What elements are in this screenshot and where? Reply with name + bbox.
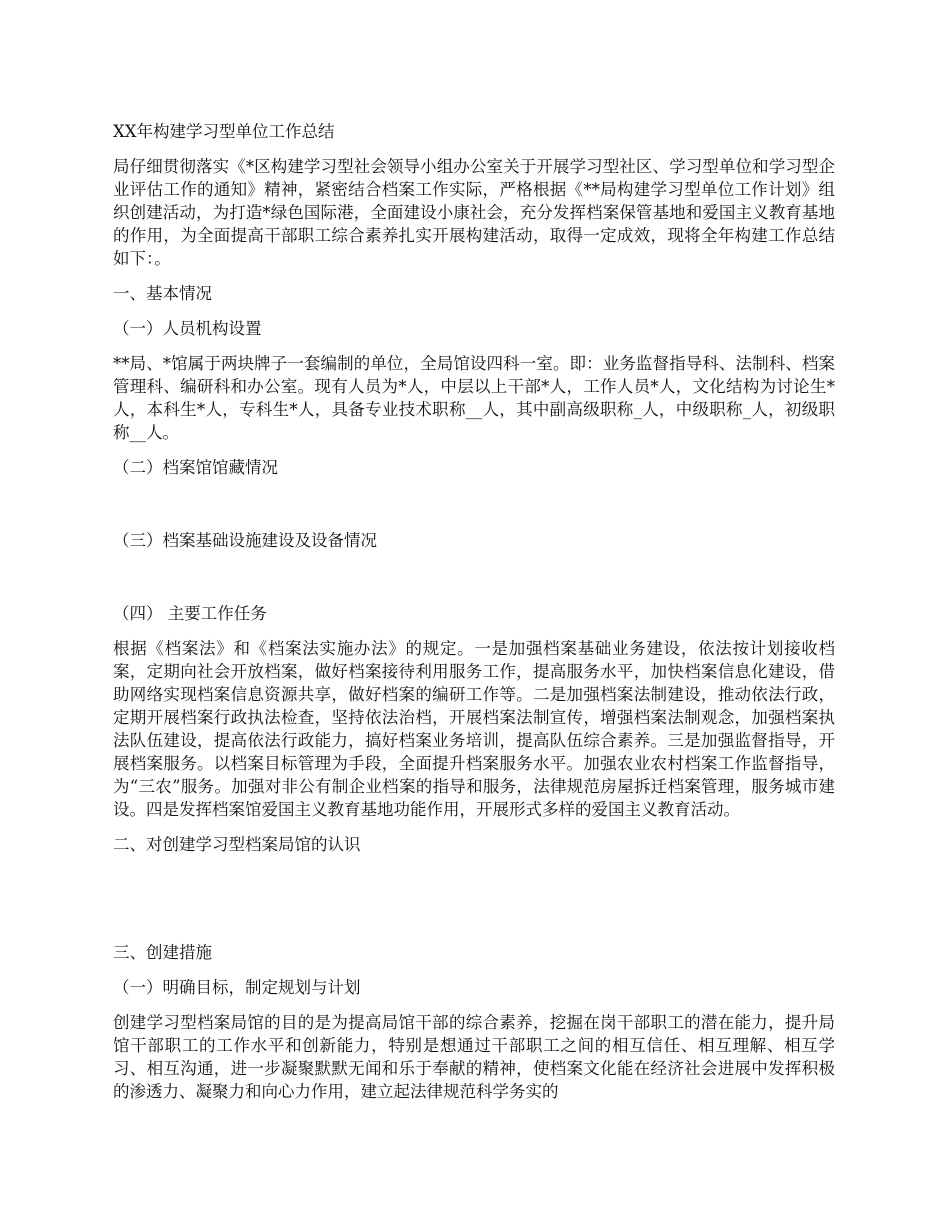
intro-paragraph: 局仔细贯彻落实《*区构建学习型社会领导小组办公室关于开展学习型社区、学习型单位和学习型企业评估工作的通知》精神，紧密结合档案工作实际，严格根据《**局构建学习型单位工作计划》组织创建活动，为打造*绿色国际港，全面建设小康社会，充分发挥档案保管基地和爱国主义教育基地的作用，为全面提高干部职工综合素养扎实开展构建活动，取得一定成效，现将全年构建工作总结如下：。 xyxy=(113,157,835,268)
section-1-1-heading: （一）人员机构设置 xyxy=(113,319,262,338)
section-1-heading: 一、基本情况 xyxy=(113,284,212,303)
blank-space xyxy=(113,491,835,529)
section-3-heading: 三、创建措施 xyxy=(113,943,212,962)
section-3-1-body: 创建学习型档案局馆的目的是为提高局馆干部的综合素养，挖掘在岗干部职工的潜在能力，提升局馆干部职工的工作水平和创新能力，特别是想通过干部职工之间的相互信任、相互理解、相互学习、相互沟通，进一步凝聚默默无闻和乐于奉献的精神，使档案文化能在经济社会进展中发挥积极的渗透力、凝聚力和向心力作用，建立起法律规范科学务实的 xyxy=(113,1013,835,1101)
section-1-2-heading: （二）档案馆馆藏情况 xyxy=(113,458,278,477)
section-3-1-heading: （一）明确目标，制定规划与计划 xyxy=(113,978,361,997)
section-1-3-heading: （三）档案基础设施建设及设备情况 xyxy=(113,531,377,550)
section-1-4-heading: （四） 主要工作任务 xyxy=(113,604,267,623)
section-1-1-body: **局、*馆属于两块牌子一套编制的单位，全局馆设四科一室。即：业务监督指导科、法制科、档案管理科、编研科和办公室。现有人员为*人，中层以上干部*人，工作人员*人，文化结构为讨论生*人，本科生*人，专科生*人，具备专业技术职称__人，其中副高级职称_人，中级职称_人，初级职称__人。 xyxy=(113,354,835,442)
section-2-heading: 二、对创建学习型档案局馆的认识 xyxy=(113,835,361,854)
blank-space xyxy=(113,868,835,941)
document-title: XX年构建学习型单位工作总结 xyxy=(113,122,335,141)
section-1-4-body: 根据《档案法》和《档案法实施办法》的规定。一是加强档案基础业务建设，依法按计划接收档案，定期向社会开放档案，做好档案接待利用服务工作，提高服务水平，加快档案信息化建设，借助网络实现档案信息资源共享，做好档案的编研工作等。二是加强档案法制建设，推动依法行政，定期开展档案行政执法检查，坚持依法治档，开展档案法制宣传，增强档案法制观念，加强档案执法队伍建设，提高依法行政能力，搞好档案业务培训，提高队伍综合素养。三是加强监督指导，开展档案服务。以档案目标管理为手段，全面提升档案服务水平。加强农业农村档案工作监督指导，为“三农”服务。加强对非公有制企业档案的指导和服务，法律规范房屋拆迁档案管理，服务城市建设。四是发挥档案馆爱国主义教育基地功能作用，开展形式多样的爱国主义教育活动。 xyxy=(113,639,835,819)
blank-space xyxy=(113,564,835,602)
document-page xyxy=(113,120,835,1115)
